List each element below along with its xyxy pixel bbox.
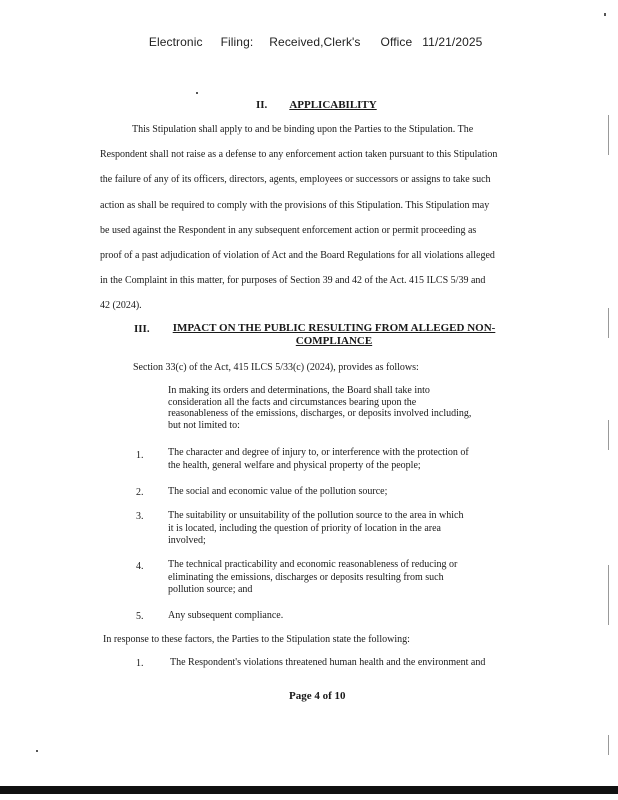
factor-line: The character and degree of injury to, or interference with the protection of xyxy=(168,447,469,458)
scan-speck xyxy=(604,13,606,16)
scan-speck xyxy=(36,750,38,752)
factor-line: The suitability or unsuitability of the pollution source to the area in which xyxy=(168,510,464,521)
scan-speck xyxy=(196,92,198,94)
quote-line: consideration all the facts and circumstances bearing upon the xyxy=(168,396,417,408)
factor-line: pollution source; and xyxy=(168,584,253,595)
paragraph-line: Respondent shall not raise as a defense to any enforcement action taken pursuant to this Stipulation xyxy=(100,149,498,161)
section-2-number: II. xyxy=(256,99,268,111)
scan-edge-mark xyxy=(608,735,609,755)
quote-line: reasonableness of the emissions, discharges, or deposits involved including, xyxy=(168,408,472,419)
filing-header xyxy=(142,21,482,49)
factor-line: eliminating the emissions, discharges or deposits resulting from such xyxy=(168,571,444,583)
header-date: 11/21/2025 xyxy=(422,35,483,49)
section-3-title-line2: COMPLIANCE xyxy=(295,335,373,347)
factor-number: 3. xyxy=(136,511,144,522)
paragraph-line: be used against the Respondent in any subsequent enforcement action or permit proceeding as xyxy=(100,224,477,236)
scan-bottom-border xyxy=(0,786,618,794)
factor-line: The technical practicability and economic reasonableness of reducing or xyxy=(168,559,458,570)
section-3-number: III. xyxy=(134,323,150,335)
statute-quote xyxy=(168,385,501,431)
factor-line: The social and economic value of the pollution source; xyxy=(168,486,388,497)
section-3-title-line1: IMPACT ON THE PUBLIC RESULTING FROM ALLEGED NON- xyxy=(172,322,496,334)
factor-text xyxy=(168,559,502,597)
factor-line: the health, general welfare and physical property of the people; xyxy=(168,459,421,471)
factor-text xyxy=(168,447,502,472)
page-number: Page 4 of 10 xyxy=(289,690,346,702)
factor-text xyxy=(168,510,502,548)
header-received: Received,Clerk's xyxy=(269,35,361,49)
factor-text xyxy=(168,610,502,623)
section-2-paragraph xyxy=(100,117,532,319)
paragraph-line: action as shall be required to comply with the provisions of this Stipulation. This Stipulation may xyxy=(100,199,490,211)
quote-line: but not limited to: xyxy=(168,419,240,431)
response-intro: In response to these factors, the Parties to the Stipulation state the following: xyxy=(103,634,410,645)
paragraph-line: the failure of any of its officers, directors, agents, employees or successors or assigns to take such xyxy=(100,174,491,186)
scan-edge-mark xyxy=(608,565,609,625)
section-2-title: APPLICABILITY xyxy=(289,99,377,111)
factor-number: 1. xyxy=(136,450,144,461)
factor-line: it is located, including the question of priority of location in the area xyxy=(168,522,441,534)
factor-text xyxy=(168,486,502,499)
paragraph-line: This Stipulation shall apply to and be binding upon the Parties to the Stipulation. The xyxy=(132,124,474,135)
factor-number: 4. xyxy=(136,561,144,572)
header-electronic: Electronic xyxy=(148,35,203,49)
factor-number: 2. xyxy=(136,487,144,498)
scan-edge-mark xyxy=(608,420,609,450)
factor-number: 5. xyxy=(136,611,144,622)
paragraph-line: 42 (2024). xyxy=(100,300,142,312)
section-3-heading xyxy=(166,322,502,348)
section-3-intro: Section 33(c) of the Act, 415 ILCS 5/33(c) (2024), provides as follows: xyxy=(133,362,419,373)
scan-edge-mark xyxy=(608,308,609,338)
paragraph-line: in the Complaint in this matter, for purposes of Section 39 and 42 of the Act. 415 ILCS 5/39 and xyxy=(100,275,486,287)
quote-line: In making its orders and determinations, the Board shall take into xyxy=(168,385,430,396)
factor-line: Any subsequent compliance. xyxy=(168,610,284,621)
factor-line: involved; xyxy=(168,535,206,546)
response-item-text: The Respondent's violations threatened human health and the environment and xyxy=(170,657,486,668)
header-filing: Filing: xyxy=(220,35,254,49)
section-2-heading xyxy=(256,99,377,111)
paragraph-line: proof of a past adjudication of violation of Act and the Board Regulations for all violations alleged xyxy=(100,250,495,262)
response-item-number: 1. xyxy=(136,658,144,669)
scan-edge-mark xyxy=(608,115,609,155)
header-office: Office xyxy=(380,35,413,49)
